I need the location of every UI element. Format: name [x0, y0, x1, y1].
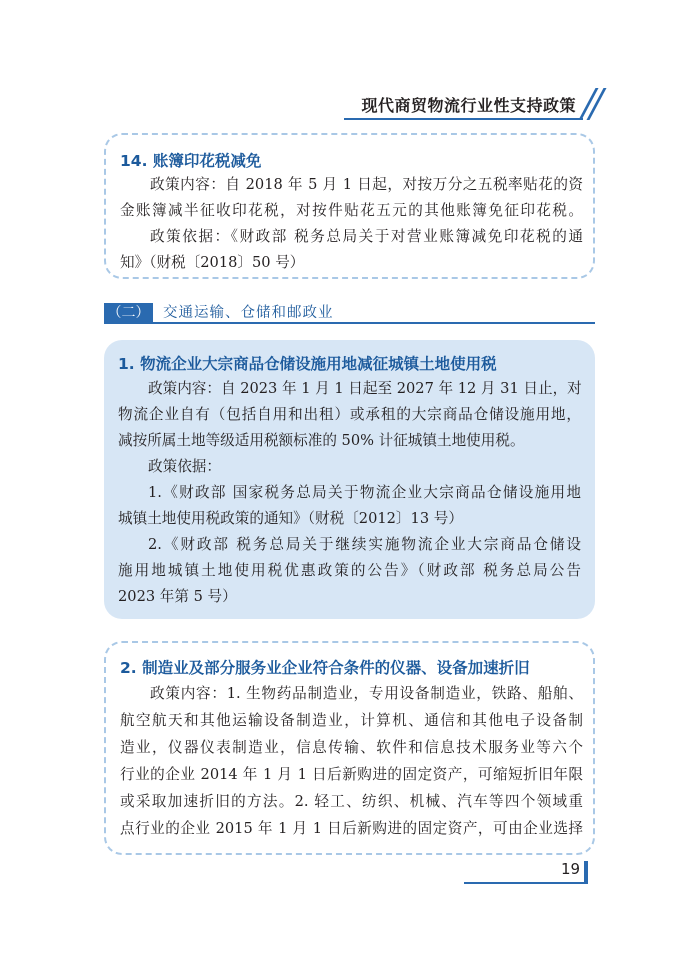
- policy-line: 点行业的企业 2015 年 1 月 1 日后新购进的固定资产，可由企业选择: [120, 820, 583, 837]
- policy-line: 2.《财政部 税务总局关于继续实施物流企业大宗商品仓储设: [148, 536, 581, 553]
- policy-line: 物流企业自有（包括自用和出租）或承租的大宗商品仓储设施用地，: [118, 406, 581, 423]
- header-rule: [344, 118, 583, 120]
- policy-box-logistics-land-tax: [104, 340, 595, 619]
- policy-line: 减按所属土地等级适用税额标准的 50% 计征城镇土地使用税。: [118, 432, 525, 449]
- policy-box-stamp-duty: [104, 133, 595, 279]
- running-header-title: 现代商贸物流行业性支持政策: [361, 96, 576, 115]
- policy-line: 政策依据：: [148, 458, 221, 475]
- policy-line: 金账簿减半征收印花税，对按件贴花五元的其他账簿免征印花税。: [120, 202, 583, 219]
- footer-rule: [464, 882, 585, 884]
- policy-title: 14. 账簿印花税减免: [120, 152, 262, 170]
- policy-line: 或采取加速折旧的方法。2. 轻工、纺织、机械、汽车等四个领域重: [120, 793, 583, 810]
- policy-line: 行业的企业 2014 年 1 月 1 日后新购进的固定资产，可缩短折旧年限: [120, 766, 583, 783]
- policy-line: 政策内容：自 2018 年 5 月 1 日起，对按万分之五税率贴花的资: [150, 176, 583, 193]
- policy-line: 施用地城镇土地使用税优惠政策的公告》（财政部 税务总局公告: [118, 562, 581, 579]
- policy-title: 1. 物流企业大宗商品仓储设施用地减征城镇土地使用税: [118, 355, 497, 373]
- policy-line: 2023 年第 5 号）: [118, 588, 237, 605]
- policy-line: 城镇土地使用税政策的通知》（财税〔2012〕13 号）: [118, 510, 463, 527]
- section-title: 交通运输、仓储和邮政业: [163, 305, 334, 321]
- policy-line: 造业，仪器仪表制造业，信息传输、软件和信息技术服务业等六个: [120, 739, 583, 756]
- section-number-label: （二）: [104, 303, 153, 323]
- footer-tick: [584, 861, 588, 884]
- policy-line: 政策内容：自 2023 年 1 月 1 日起至 2027 年 12 月 31 日止，对: [148, 380, 582, 397]
- section-rule: [104, 322, 595, 324]
- policy-title: 2. 制造业及部分服务业企业符合条件的仪器、设备加速折旧: [120, 659, 530, 677]
- policy-line: 航空航天和其他运输设备制造业，计算机、通信和其他电子设备制: [120, 712, 583, 729]
- policy-box-accelerated-depreciation: [104, 641, 595, 855]
- policy-line: 政策内容：1. 生物药品制造业，专用设备制造业，铁路、船舶、: [150, 685, 583, 702]
- policy-line: 政策依据：《财政部 税务总局关于对营业账簿减免印花税的通: [150, 228, 583, 245]
- policy-line: 知》（财税〔2018〕50 号）: [120, 254, 305, 271]
- page-number: 19: [561, 860, 581, 878]
- policy-line: 1.《财政部 国家税务总局关于物流企业大宗商品仓储设施用地: [148, 484, 581, 501]
